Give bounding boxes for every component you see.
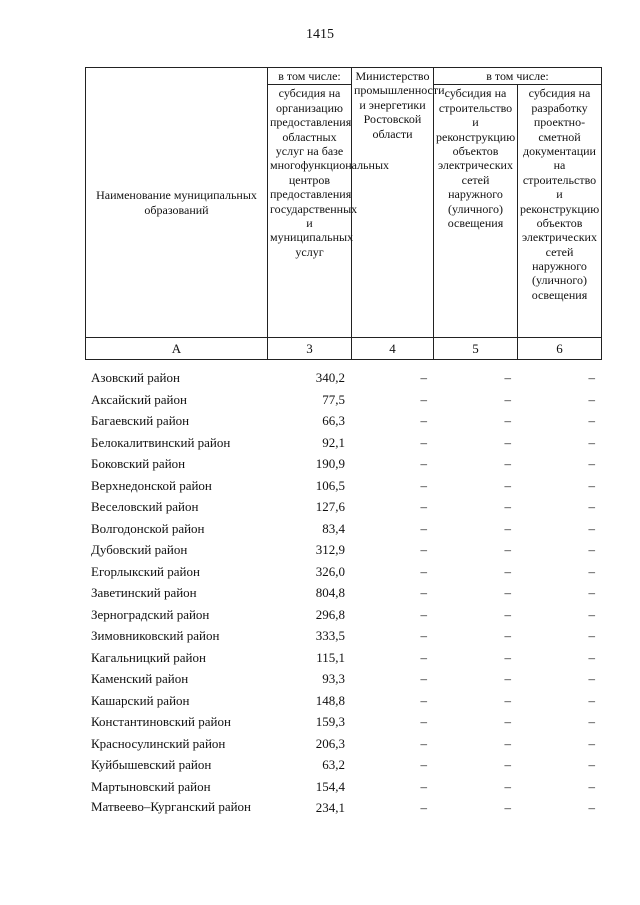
column-header-name: Наименование муниципальных образований xyxy=(86,68,268,338)
table-row xyxy=(85,713,601,735)
index-cell-4: 4 xyxy=(352,338,434,360)
value-col-3: 154,4 xyxy=(315,778,345,794)
value-col-4: – xyxy=(420,585,427,600)
value-col-5: – xyxy=(504,456,511,471)
value-col-3: 93,3 xyxy=(322,671,345,686)
municipality-name: Боковский район xyxy=(91,456,186,471)
value-col-6: – xyxy=(588,735,595,751)
value-col-5: – xyxy=(504,520,511,536)
value-col-6: – xyxy=(588,757,595,772)
table-row xyxy=(85,584,601,606)
value-col-3: 804,8 xyxy=(315,585,345,600)
table-row xyxy=(85,455,601,477)
table-row xyxy=(85,649,601,671)
value-col-3: 206,3 xyxy=(315,735,345,751)
table-row xyxy=(85,434,601,456)
table-row xyxy=(85,541,601,563)
value-col-3: 83,4 xyxy=(322,520,345,536)
value-col-4: – xyxy=(420,456,427,471)
table-row xyxy=(85,391,601,413)
value-col-5: – xyxy=(504,649,511,665)
value-col-3: 115,1 xyxy=(316,649,345,665)
table-row xyxy=(85,756,601,778)
municipality-name: Красносулинский район xyxy=(91,735,226,751)
value-col-5: – xyxy=(504,671,511,686)
value-col-6: – xyxy=(588,585,595,600)
municipality-name: Белокалитвинский район xyxy=(91,434,231,450)
value-col-6: – xyxy=(588,606,595,622)
value-col-4: – xyxy=(420,800,427,815)
value-col-3: 66,3 xyxy=(322,413,345,428)
value-col-3: 92,1 xyxy=(322,434,345,450)
value-col-3: 234,1 xyxy=(315,800,345,815)
value-col-4: – xyxy=(420,649,427,665)
table-row xyxy=(85,412,601,434)
value-col-6: – xyxy=(588,778,595,794)
value-col-5: – xyxy=(504,606,511,622)
value-col-4: – xyxy=(420,370,427,385)
column-header-4: Министерство промышленности и энергетики Ростовской области xyxy=(352,68,434,338)
table-row xyxy=(85,563,601,585)
table-row xyxy=(85,477,601,499)
municipality-name: Кагальницкий район xyxy=(91,649,206,665)
value-col-6: – xyxy=(588,434,595,450)
value-col-5: – xyxy=(504,800,511,815)
value-col-4: – xyxy=(420,735,427,751)
value-col-4: – xyxy=(420,477,427,493)
index-cell-6: 6 xyxy=(518,338,602,360)
table-row xyxy=(85,799,601,839)
value-col-5: – xyxy=(504,563,511,579)
municipality-name: Матвеево–Курганский район xyxy=(91,799,252,814)
value-col-6: – xyxy=(588,456,595,471)
column-header-3: субсидия на организацию предоставления областных услуг на базе многофункциональных центров предоставления государственных и муниципальных услуг xyxy=(268,85,352,338)
index-cell-a: А xyxy=(86,338,268,360)
municipality-name: Зимовниковский район xyxy=(91,628,220,643)
table-row xyxy=(85,778,601,800)
value-col-5: – xyxy=(504,370,511,385)
value-col-6: – xyxy=(588,563,595,579)
municipality-name: Кашарский район xyxy=(91,692,190,708)
municipality-name: Каменский район xyxy=(91,671,189,686)
value-col-5: – xyxy=(504,413,511,428)
value-col-3: 77,5 xyxy=(322,391,345,407)
table-header xyxy=(85,67,602,360)
value-col-6: – xyxy=(588,370,595,385)
value-col-3: 296,8 xyxy=(315,606,345,622)
value-col-4: – xyxy=(420,757,427,772)
value-col-4: – xyxy=(420,542,427,557)
table-row xyxy=(85,498,601,520)
table-row xyxy=(85,735,601,757)
value-col-4: – xyxy=(420,391,427,407)
value-col-4: – xyxy=(420,606,427,622)
value-col-5: – xyxy=(504,477,511,493)
value-col-6: – xyxy=(588,714,595,729)
value-col-3: 333,5 xyxy=(315,628,345,643)
municipality-name: Аксайский район xyxy=(91,391,187,407)
municipality-name: Дубовский район xyxy=(91,542,188,557)
municipality-name: Азовский район xyxy=(91,370,180,385)
value-col-3: 312,9 xyxy=(315,542,345,557)
table-row xyxy=(85,627,601,649)
value-col-4: – xyxy=(420,434,427,450)
value-col-3: 340,2 xyxy=(315,370,345,385)
municipality-name: Заветинский район xyxy=(91,585,197,600)
value-col-5: – xyxy=(504,735,511,751)
municipality-name: Верхнедонской район xyxy=(91,477,212,493)
value-col-3: 148,8 xyxy=(315,692,345,708)
value-col-6: – xyxy=(588,542,595,557)
municipality-name: Веселовский район xyxy=(91,499,199,514)
value-col-3: 326,0 xyxy=(315,563,345,579)
municipality-name: Мартыновский район xyxy=(91,778,211,794)
value-col-6: – xyxy=(588,413,595,428)
header-including-1: в том числе: xyxy=(268,68,352,85)
value-col-3: 63,2 xyxy=(322,757,345,772)
value-col-4: – xyxy=(420,671,427,686)
value-col-4: – xyxy=(420,499,427,514)
value-col-6: – xyxy=(588,649,595,665)
value-col-3: 127,6 xyxy=(315,499,345,514)
table-row xyxy=(85,520,601,542)
value-col-4: – xyxy=(420,714,427,729)
municipality-name: Куйбышевский район xyxy=(91,757,212,772)
column-header-6: субсидия на разработку проектно-сметной документации на строительство и реконструкцию объектов электрических сетей наружного (уличного) освещения xyxy=(518,85,602,338)
value-col-4: – xyxy=(420,778,427,794)
value-col-5: – xyxy=(504,499,511,514)
value-col-5: – xyxy=(504,585,511,600)
value-col-6: – xyxy=(588,800,595,815)
value-col-6: – xyxy=(588,499,595,514)
municipality-name: Зерноградский район xyxy=(91,606,210,622)
value-col-5: – xyxy=(504,391,511,407)
value-col-4: – xyxy=(420,692,427,708)
table-row xyxy=(85,670,601,692)
municipality-name: Егорлыкский район xyxy=(91,563,200,579)
value-col-3: 190,9 xyxy=(315,456,345,471)
value-col-5: – xyxy=(504,714,511,729)
value-col-4: – xyxy=(420,563,427,579)
value-col-5: – xyxy=(504,628,511,643)
value-col-4: – xyxy=(420,520,427,536)
index-cell-3: 3 xyxy=(268,338,352,360)
value-col-5: – xyxy=(504,542,511,557)
table-row xyxy=(85,692,601,714)
value-col-6: – xyxy=(588,520,595,536)
value-col-5: – xyxy=(504,434,511,450)
value-col-6: – xyxy=(588,391,595,407)
table-row xyxy=(85,606,601,628)
value-col-4: – xyxy=(420,413,427,428)
table-row xyxy=(85,369,601,391)
value-col-6: – xyxy=(588,692,595,708)
data-table xyxy=(85,369,601,839)
value-col-5: – xyxy=(504,692,511,708)
value-col-6: – xyxy=(588,477,595,493)
municipality-name: Багаевский район xyxy=(91,413,190,428)
index-row xyxy=(86,338,602,360)
municipality-name: Волгодонской район xyxy=(91,520,205,536)
value-col-4: – xyxy=(420,628,427,643)
value-col-6: – xyxy=(588,628,595,643)
index-cell-5: 5 xyxy=(434,338,518,360)
value-col-5: – xyxy=(504,778,511,794)
value-col-5: – xyxy=(504,757,511,772)
header-including-2: в том числе: xyxy=(434,68,602,85)
municipality-name: Константиновский район xyxy=(91,714,231,729)
column-header-5: субсидия на строительство и реконструкцию объектов электрических сетей наружного (уличного) освещения xyxy=(434,85,518,338)
page-number: 1415 xyxy=(306,27,334,42)
value-col-3: 159,3 xyxy=(315,714,345,729)
value-col-3: 106,5 xyxy=(315,477,345,493)
value-col-6: – xyxy=(588,671,595,686)
